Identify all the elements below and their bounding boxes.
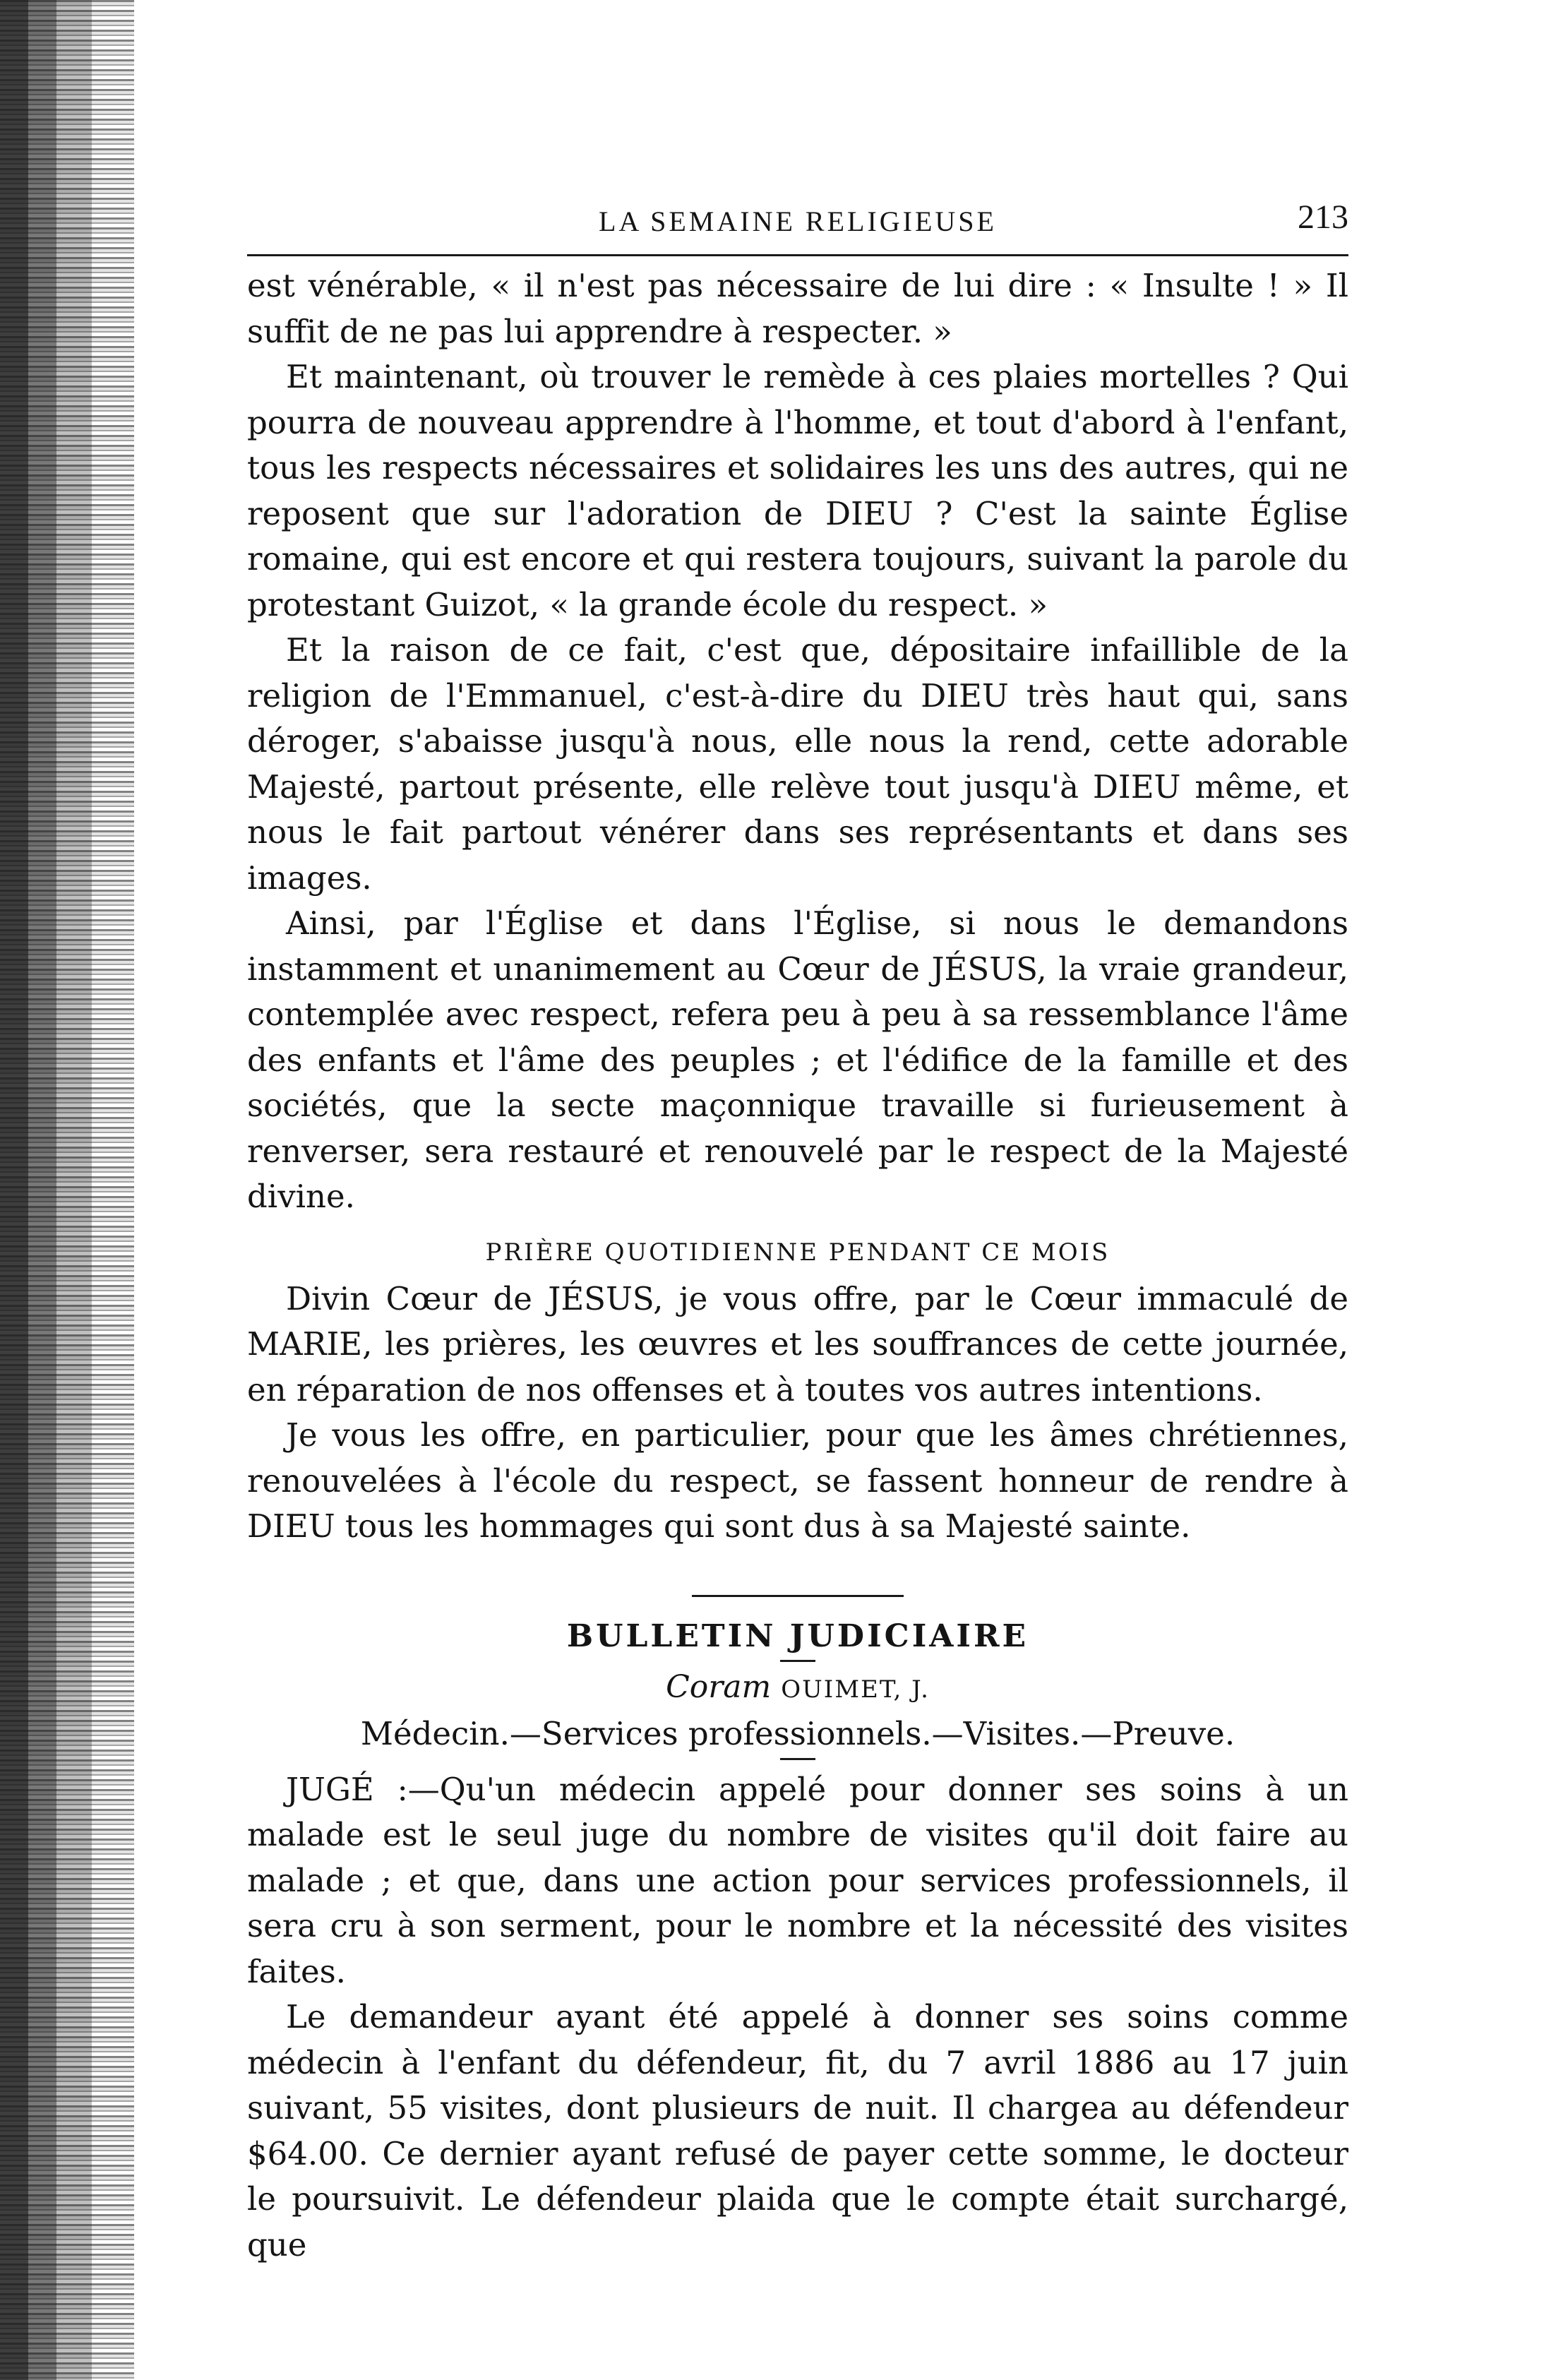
page-number: 213 [1298,198,1348,236]
running-title: LA SEMAINE RELIGIEUSE [599,205,997,237]
paragraph-3: Et la raison de ce fait, c'est que, dépositaire infaillible de la religion de l'Emmanuel, c'est-à-dire du DIEU très haut qui, sans déroger, s'abaisse jusqu'à nous, elle nous la rend, cette adorable Majesté, partout présente, elle relève tout jusqu'à DIEU même, et nous le fait partout vénérer dans ses représentants et dans ses images. [247,631,1348,897]
prayer-paragraph-2: Je vous les offre, en particulier, pour que les âmes chrétiennes, renouvelées à l'école du respect, se fassent honneur de rendre à DIEU tous les hommages qui sont dus à sa Majesté sainte. [247,1416,1348,1545]
coram-word: Coram [666,1668,772,1705]
bulletin-title: BULLETIN JUDICIAIRE [566,1617,1029,1654]
section-divider [692,1595,904,1597]
page-binding-edge [0,0,134,2380]
paragraph-2: Et maintenant, où trouver le remède à ces plaies mortelles ? Qui pourra de nouveau apprendre à l'homme, et tout d'abord à l'enfant, tous les respects nécessaires et solidaires les uns des autres, qui ne reposent que sur l'adoration de DIEU ? C'est la sainte Église romaine, qui est encore et qui restera toujours, suivant la parole du protestant Guizot, « la grande école du respect. » [247,358,1348,623]
prayer-heading: PRIÈRE QUOTIDIENNE PENDANT CE MOIS [485,1238,1111,1267]
book-page [247,177,1348,2268]
judgment-paragraph [247,1767,1348,1995]
juge-text: :—Qu'un médecin appelé pour donner ses soins à un malade est le seul juge du nombre de visites qu'il doit faire au malade ; et que, dans une action pour services professionnels, il sera cru à son serment, pour le nombre et la nécessité des visites faites. [247,1770,1348,1990]
case-paragraph-1: Le demandeur ayant été appelé à donner ses soins comme médecin à l'enfant du défendeur, fit, du 7 avril 1886 au 17 juin suivant, 55 visites, dont plusieurs de nuit. Il chargea au défendeur $64.00. Ce dernier ayant refusé de payer cette somme, le docteur le poursuivit. Le défendeur plaida que le compte était surchargé, que [247,1998,1348,2264]
case-topic: Médecin.—Services professionnels.—Visites.—Preuve. [360,1714,1235,1752]
paragraph-4: Ainsi, par l'Église et dans l'Église, si nous le demandons instamment et unanimement au Cœur de JÉSUS, la vraie grandeur, contemplée avec respect, refera peu à peu à sa ressemblance l'âme des enfants et l'âme des peuples ; et l'édifice de la famille et des sociétés, que la secte maçonnique travaille si furieusement à renverser, sera restauré et renouvelé par le respect de la Majesté divine. [247,904,1348,1215]
judge-name: OUIMET, J. [781,1675,930,1704]
prayer-paragraph-1: Divin Cœur de JÉSUS, je vous offre, par le Cœur immaculé de MARIE, les prières, les œuvres et les souffrances de cette journée, en réparation de nos offenses et à toutes vos autres intentions. [247,1279,1348,1409]
topic-dash [780,1758,815,1760]
juge-label: JUGÉ [286,1770,374,1808]
running-header [247,177,1348,254]
paragraph-1: est vénérable, « il n'est pas nécessaire de lui dire : « Insulte ! » Il suffit de ne pas lui apprendre à respecter. » [247,267,1348,350]
title-dash [780,1660,815,1662]
header-rule [247,254,1348,256]
coram-line [247,1669,1348,1705]
